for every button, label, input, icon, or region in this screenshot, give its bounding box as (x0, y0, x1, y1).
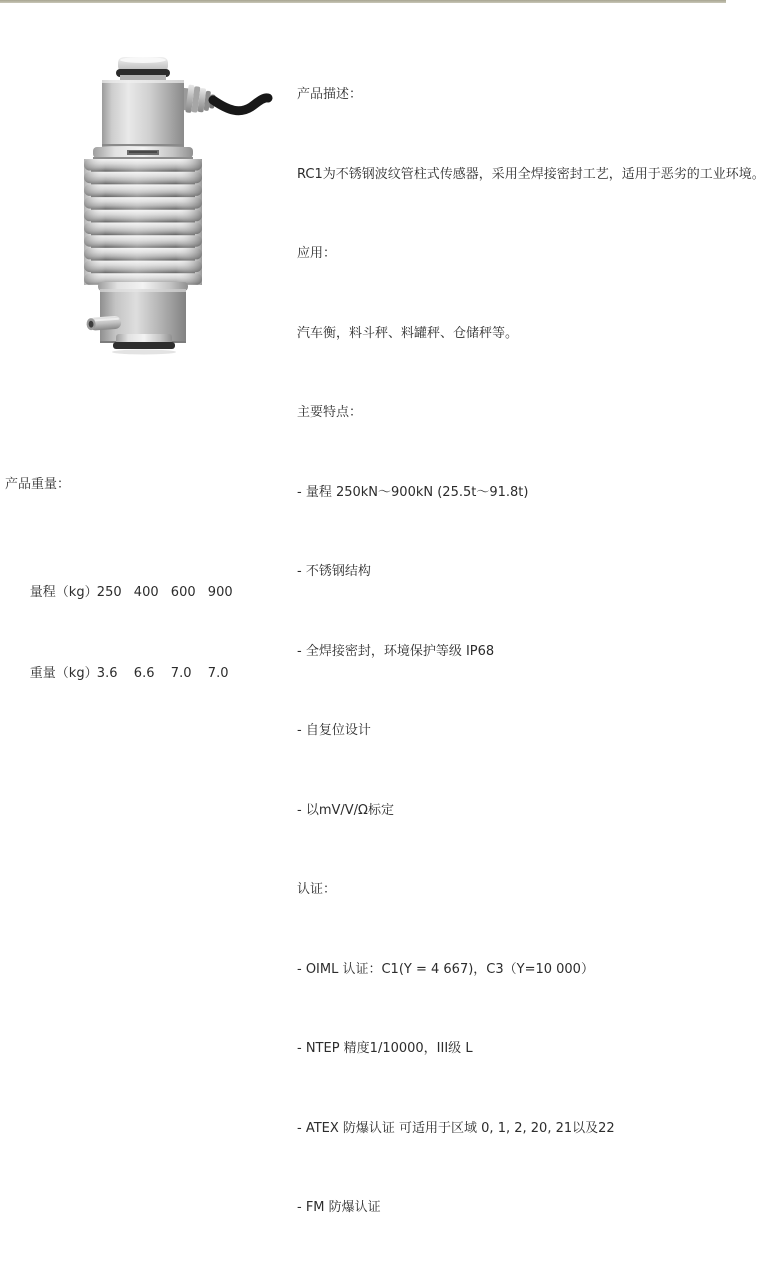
product-description (297, 29, 765, 1275)
capacity-value: 400 (133, 585, 159, 600)
weight-value: 3.6 (96, 666, 118, 681)
certification-item: - FM 防爆认证 (297, 1200, 381, 1215)
bellows (84, 159, 202, 285)
row-label: 重量（kg） (29, 666, 98, 681)
capacity-value: 900 (207, 585, 233, 600)
weight-value: 6.6 (133, 666, 155, 681)
section-heading-certification: 认证： (297, 882, 337, 897)
product-photo (55, 10, 270, 410)
section-heading-application: 应用： (297, 246, 337, 261)
weight-table (5, 417, 245, 714)
weight-value: 7.0 (170, 666, 192, 681)
top-divider (0, 0, 726, 3)
upper-body (102, 80, 184, 148)
feature-item: - 全焊接密封，环境保护等级 IP68 (297, 643, 495, 659)
cable (213, 98, 268, 111)
certification-item: - OIML 认证：C1(Y = 4 667)，C3（Y=10 000） (297, 961, 594, 977)
feature-item: - 不锈钢结构 (297, 564, 371, 579)
table-row-weight (5, 633, 245, 681)
vent-tube (86, 316, 121, 331)
weight-value: 7.0 (207, 666, 229, 681)
row-label: 量程（kg） (29, 585, 98, 600)
section-heading-features: 主要特点： (297, 405, 363, 420)
application-body: 汽车衡，料斗秤、料罐秤、仓储秤等。 (297, 325, 519, 341)
section-heading-description: 产品描述： (297, 87, 363, 102)
load-cell-illustration (55, 10, 270, 410)
feature-item: - 以mV/V/Ω标定 (297, 802, 394, 818)
feature-item: - 自复位设计 (297, 723, 371, 738)
feature-item: - 量程 250kN～900kN (25.5t～91.8t) (297, 484, 529, 500)
description-body: RC1为不锈钢波纹管柱式传感器，采用全焊接密封工艺，适用于恶劣的工业环境。 (297, 166, 765, 182)
certification-item: - ATEX 防爆认证 可适用于区域 0, 1, 2, 20, 21以及22 (297, 1120, 615, 1136)
capacity-value: 600 (170, 585, 196, 600)
table-row-capacity (5, 552, 245, 600)
capacity-value: 250 (96, 585, 122, 600)
section-heading-weight: 产品重量： (5, 477, 71, 492)
certification-item: - NTEP 精度1/10000，III级 L (297, 1041, 473, 1056)
